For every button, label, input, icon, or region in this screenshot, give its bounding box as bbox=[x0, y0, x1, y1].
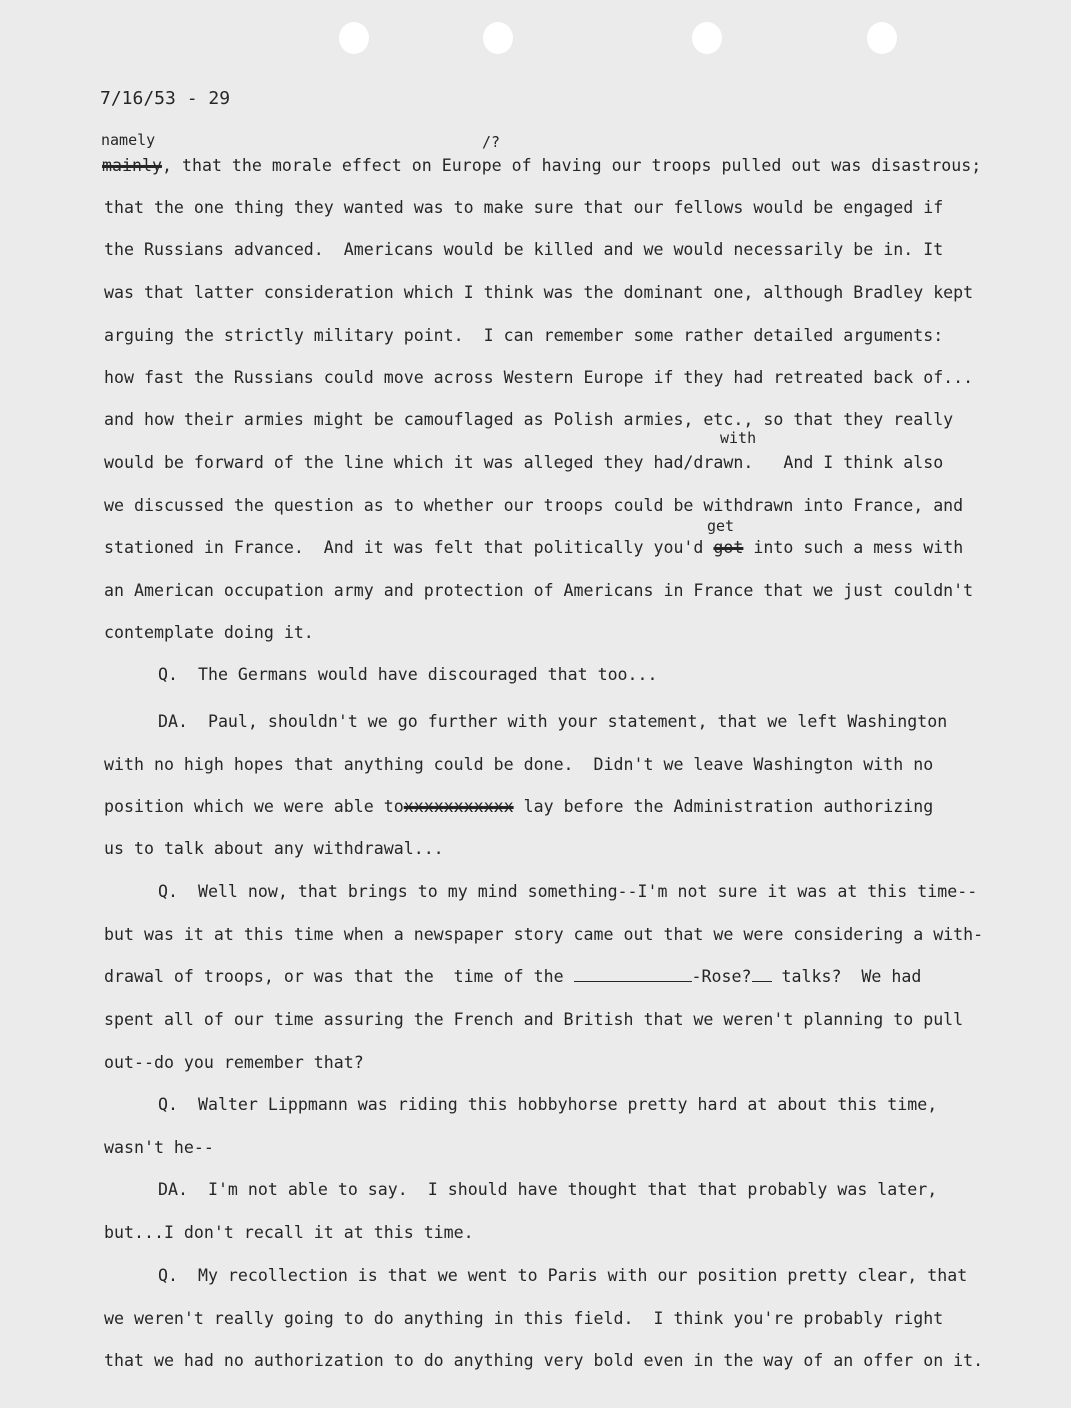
text-line-16-part-b: lay before the Administration authorizing bbox=[513, 797, 934, 816]
text-line-16 bbox=[104, 799, 933, 816]
blank-text: -Rose? bbox=[691, 967, 752, 986]
text-line-8: would be forward of the line which it was alleged they had/drawn. And I think also bbox=[104, 453, 944, 472]
text-line-9: we discussed the question as to whether our troops could be withdrawn into France, and bbox=[104, 496, 964, 515]
text-line-20-part-b: talks? We had bbox=[771, 967, 922, 986]
text-line-7: and how their armies might be camouflaged as Polish armies, etc., so that they really bbox=[104, 410, 954, 429]
text-line-16-part-a: position which we were able to bbox=[104, 797, 404, 816]
text-line-2: that the one thing they wanted was to make sure that our fellows would be engaged if bbox=[104, 198, 944, 217]
text-line-24: wasn't he-- bbox=[104, 1138, 214, 1157]
text-line-1: , that the morale effect on Europe of having our troops pulled out was disastrous; bbox=[162, 156, 982, 175]
text-line-28: we weren't really going to do anything in this field. I think you're probably right bbox=[104, 1309, 944, 1328]
text-line-12: contemplate doing it. bbox=[104, 623, 314, 642]
text-line-3: the Russians advanced. Americans would be killed and we would necessarily be in. It bbox=[104, 240, 944, 259]
text-line-20-part-a: drawal of troops, or was that the time of the bbox=[104, 967, 574, 986]
page-reference: 7/16/53 - 29 bbox=[100, 88, 231, 109]
text-line-5: arguing the strictly military point. I can remember some rather detailed arguments: bbox=[104, 326, 944, 345]
text-line-13: Q. The Germans would have discouraged that too... bbox=[158, 665, 658, 684]
text-line-14: DA. Paul, shouldn't we go further with your statement, that we left Washington bbox=[158, 712, 948, 731]
text-line-15: with no high hopes that anything could be done. Didn't we leave Washington with no bbox=[104, 755, 934, 774]
text-line-19: but was it at this time when a newspaper story came out that we were considering a with- bbox=[104, 925, 984, 944]
text-line-25: DA. I'm not able to say. I should have thought that that probably was later, bbox=[158, 1180, 938, 1199]
text-line-27: Q. My recollection is that we went to Paris with our position pretty clear, that bbox=[158, 1266, 968, 1285]
struck-word-got: got bbox=[713, 538, 744, 557]
text-line-11: an American occupation army and protection of Americans in France that we just couldn't bbox=[104, 581, 974, 600]
text-line-21: spent all of our time assuring the French and British that we weren't planning to pull bbox=[104, 1010, 964, 1029]
text-line-29: that we had no authorization to do anything very bold even in the way of an offer on it. bbox=[104, 1351, 984, 1370]
text-line-20 bbox=[104, 969, 921, 986]
struck-word-mainly: mainly bbox=[102, 156, 162, 175]
text-line-26: but...I don't recall it at this time. bbox=[104, 1223, 474, 1242]
text-line-22: out--do you remember that? bbox=[104, 1053, 364, 1072]
text-line-10 bbox=[104, 540, 963, 557]
blank-underline-tail bbox=[752, 969, 772, 982]
struck-text: xxxxxxxxxxx bbox=[403, 797, 514, 816]
text-line-17: us to talk about any withdrawal... bbox=[104, 839, 444, 858]
blank-underline bbox=[574, 969, 692, 982]
handwritten-insert-with: with bbox=[720, 429, 757, 447]
text-line-6: how fast the Russians could move across Western Europe if they had retreated back of... bbox=[104, 368, 974, 387]
handwritten-insert-get: get bbox=[707, 517, 735, 535]
handwritten-query-mark: /? bbox=[482, 133, 501, 151]
handwritten-insert-namely: namely bbox=[101, 131, 156, 149]
text-line-4: was that latter consideration which I think was the dominant one, although Bradley kept bbox=[104, 283, 974, 302]
punch-hole bbox=[692, 22, 722, 54]
punch-hole bbox=[483, 22, 513, 54]
text-line-10-part-b: into such a mess with bbox=[743, 538, 964, 557]
text-line-18: Q. Well now, that brings to my mind something--I'm not sure it was at this time-- bbox=[158, 882, 978, 901]
text-line-10-part-a: stationed in France. And it was felt that politically you'd bbox=[104, 538, 714, 557]
punch-hole bbox=[339, 22, 369, 54]
punch-hole bbox=[867, 22, 897, 54]
text-line-23: Q. Walter Lippmann was riding this hobbyhorse pretty hard at about this time, bbox=[158, 1095, 938, 1114]
